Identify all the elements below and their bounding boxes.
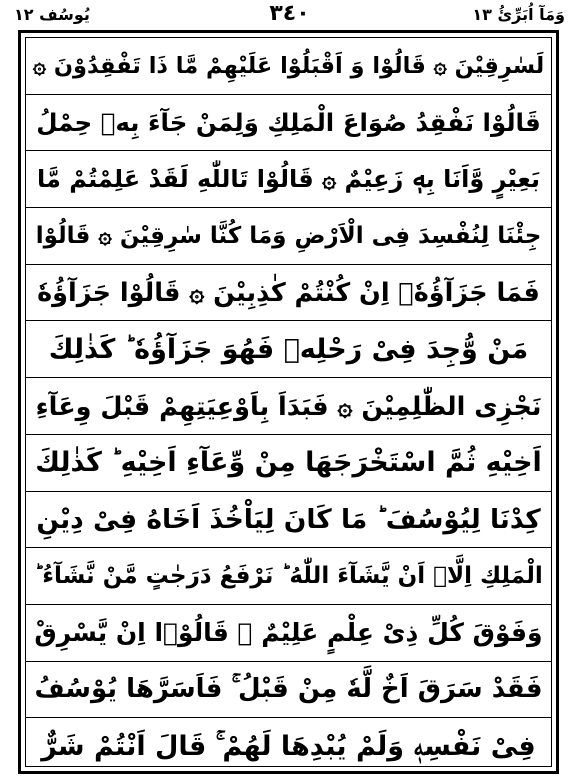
text-line — [26, 322, 551, 379]
text-line — [26, 208, 551, 265]
verse-text: فَقَدْ سَرَقَ اَخٌ لَّهٗ مِنْ قَبْلُ ۚ فَاَسَرَّهَا يُوْسُفُ — [34, 674, 543, 705]
verse-text: بَعِيْرٍ وَّاَنَا بِهٖ زَعِيْمٌ ۞ قَالُوْا تَاللّٰهِ لَقَدْ عَلِمْتُمْ مَّا — [37, 165, 540, 194]
page-border — [18, 30, 559, 774]
verse-text: الْمَلِكِ اِلَّاۤ اَنْ يَّشَآءَ اللّٰهُ ؕ نَرْفَعُ دَرَجٰتٍ مَّنْ نَّشَآءُ ؕ — [34, 563, 543, 590]
para-name-label: وَمَآ اُبَرِّئُ ١٣ — [472, 5, 565, 24]
text-area — [25, 37, 552, 767]
text-line — [26, 435, 551, 492]
page-header — [0, 0, 579, 30]
verse-text: مَنْ وُّجِدَ فِىْ رَحْلِهٖ فَهُوَ جَزَآؤُهٗ ؕ كَذٰلِكَ — [48, 333, 529, 365]
text-line — [26, 95, 551, 152]
text-line — [26, 662, 551, 719]
page-number: ٣٤٠ — [269, 1, 310, 26]
text-line — [26, 718, 551, 775]
text-line — [26, 548, 551, 605]
text-line — [26, 492, 551, 549]
verse-text: اَخِيْهِ ثُمَّ اسْتَخْرَجَهَا مِنْ وِّعَآءِ اَخِيْهِ ؕ كَذٰلِكَ — [35, 447, 542, 479]
verse-text: نَجْزِى الظّٰلِمِيْنَ ۞ فَبَدَاَ بِاَوْعِيَتِهِمْ قَبْلَ وِعَآءِ — [35, 391, 542, 422]
verse-text: فَمَا جَزَآؤُهٗۤ اِنْ كُنْتُمْ كٰذِبِيْنَ ۞ قَالُوْا جَزَآؤُهٗ — [37, 278, 540, 309]
text-line — [26, 38, 551, 95]
text-line — [26, 265, 551, 322]
surah-name-label: يُوسُف ١٢ — [14, 5, 90, 24]
verse-text: قَالُوْا نَفْقِدُ صُوَاعَ الْمَلِكِ وَلِمَنْ جَآءَ بِهٖ حِمْلُ — [36, 108, 541, 138]
verse-text: لَسٰرِقِيْنَ ۞ قَالُوْا وَ اَقْبَلُوْا عَلَيْهِمْ مَّا ذَا تَفْقِدُوْنَ ۞ — [32, 52, 545, 79]
text-line — [26, 605, 551, 662]
verse-text: وَفَوْقَ كُلِّ ذِىْ عِلْمٍ عَلِيْمٌ ۞ قَالُوْۤا اِنْ يَّسْرِقْ — [34, 618, 543, 648]
text-line — [26, 378, 551, 435]
text-line — [26, 151, 551, 208]
verse-text: فِىْ نَفْسِهٖ وَلَمْ يُبْدِهَا لَهُمْ ۚ قَالَ اَنْتُمْ شَرٌّ — [41, 730, 536, 762]
verse-text: جِئْنَا لِنُفْسِدَ فِى الْاَرْضِ وَمَا كُنَّا سٰرِقِيْنَ ۞ قَالُوْا — [35, 222, 542, 249]
verse-text: كِدْنَا لِيُوْسُفَ ؕ مَا كَانَ لِيَاْخُذَ اَخَاهُ فِىْ دِيْنِ — [36, 503, 541, 535]
